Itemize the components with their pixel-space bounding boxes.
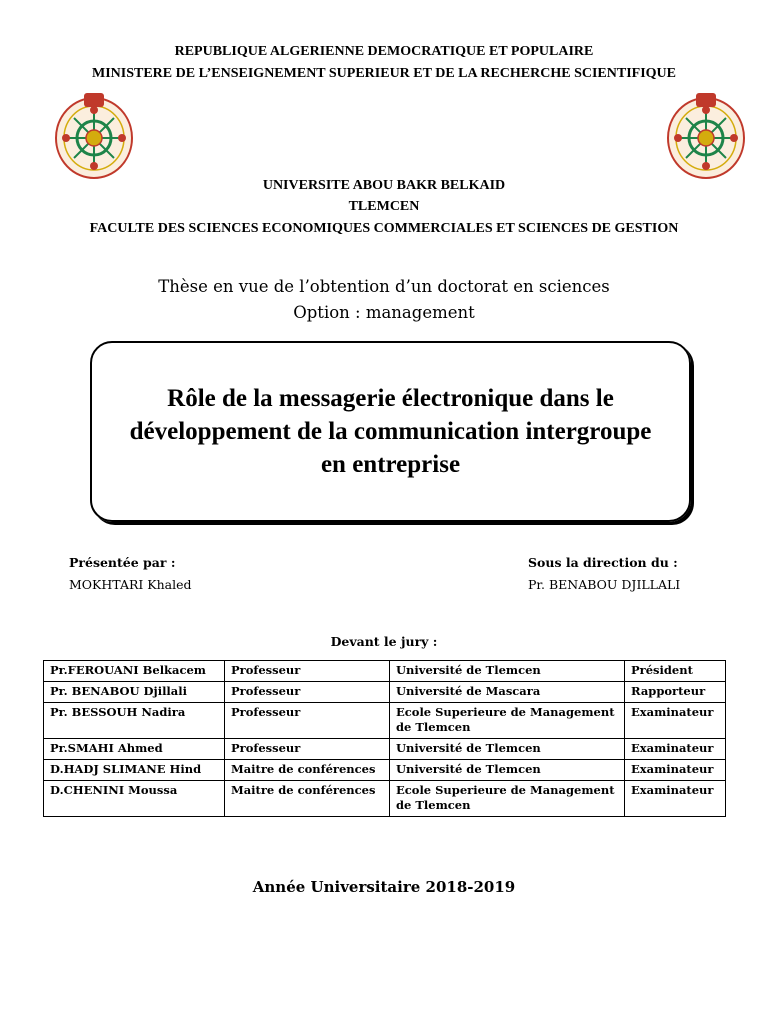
university-emblem-right — [663, 90, 749, 182]
jury-member-rank: Professeur — [225, 739, 390, 760]
thesis-title: Rôle de la messagerie électronique dans le développement de la communication intergroupe en entreprise — [129, 385, 652, 478]
table-row — [44, 682, 726, 703]
jury-table — [43, 660, 726, 817]
title-box — [90, 341, 691, 522]
jury-member-name: D.CHENINI Moussa — [44, 781, 225, 817]
jury-member-rank: Professeur — [225, 703, 390, 739]
jury-member-role: Examinateur — [625, 781, 726, 817]
jury-member-role: Président — [625, 661, 726, 682]
jury-member-role: Rapporteur — [625, 682, 726, 703]
thesis-option: Option : management — [293, 303, 475, 322]
jury-member-rank: Maitre de conférences — [225, 760, 390, 781]
table-row — [44, 661, 726, 682]
university-city: TLEMCEN — [348, 199, 420, 214]
faculty-name: FACULTE DES SCIENCES ECONOMIQUES COMMERCIALES ET SCIENCES DE GESTION — [89, 221, 679, 236]
jury-member-role: Examinateur — [625, 703, 726, 739]
academic-year: Année Universitaire 2018-2019 — [252, 878, 516, 896]
thesis-line-1: Thèse en vue de l’obtention d’un doctorat en sciences — [158, 277, 610, 296]
university-name: UNIVERSITE ABOU BAKR BELKAID — [262, 178, 506, 193]
table-row — [44, 739, 726, 760]
jury-member-rank: Maitre de conférences — [225, 781, 390, 817]
supervisor-name: Pr. BENABOU DJILLALI — [528, 577, 681, 592]
jury-member-name: Pr. BENABOU Djillali — [44, 682, 225, 703]
jury-member-role: Examinateur — [625, 739, 726, 760]
jury-label: Devant le jury : — [330, 634, 438, 649]
jury-member-role: Examinateur — [625, 760, 726, 781]
jury-member-rank: Professeur — [225, 682, 390, 703]
jury-member-institution: Université de Mascara — [390, 682, 625, 703]
jury-member-institution: Université de Tlemcen — [390, 760, 625, 781]
table-row — [44, 760, 726, 781]
presented-by-label: Présentée par : — [69, 555, 176, 570]
jury-member-rank: Professeur — [225, 661, 390, 682]
jury-member-institution: Université de Tlemcen — [390, 661, 625, 682]
header-line-1: REPUBLIQUE ALGERIENNE DEMOCRATIQUE ET POPULAIRE — [174, 44, 594, 59]
jury-member-institution: Université de Tlemcen — [390, 739, 625, 760]
header-line-2: MINISTERE DE L’ENSEIGNEMENT SUPERIEUR ET DE LA RECHERCHE SCIENTIFIQUE — [91, 66, 676, 81]
jury-member-name: Pr.FEROUANI Belkacem — [44, 661, 225, 682]
author-name: MOKHTARI Khaled — [69, 577, 192, 592]
jury-member-name: D.HADJ SLIMANE Hind — [44, 760, 225, 781]
jury-member-institution: Ecole Superieure de Management de Tlemcen — [390, 703, 625, 739]
jury-member-name: Pr. BESSOUH Nadira — [44, 703, 225, 739]
jury-member-name: Pr.SMAHI Ahmed — [44, 739, 225, 760]
university-emblem-left — [51, 90, 137, 182]
table-row — [44, 781, 726, 817]
table-row — [44, 703, 726, 739]
direction-label: Sous la direction du : — [528, 555, 678, 570]
jury-member-institution: Ecole Superieure de Management de Tlemcen — [390, 781, 625, 817]
